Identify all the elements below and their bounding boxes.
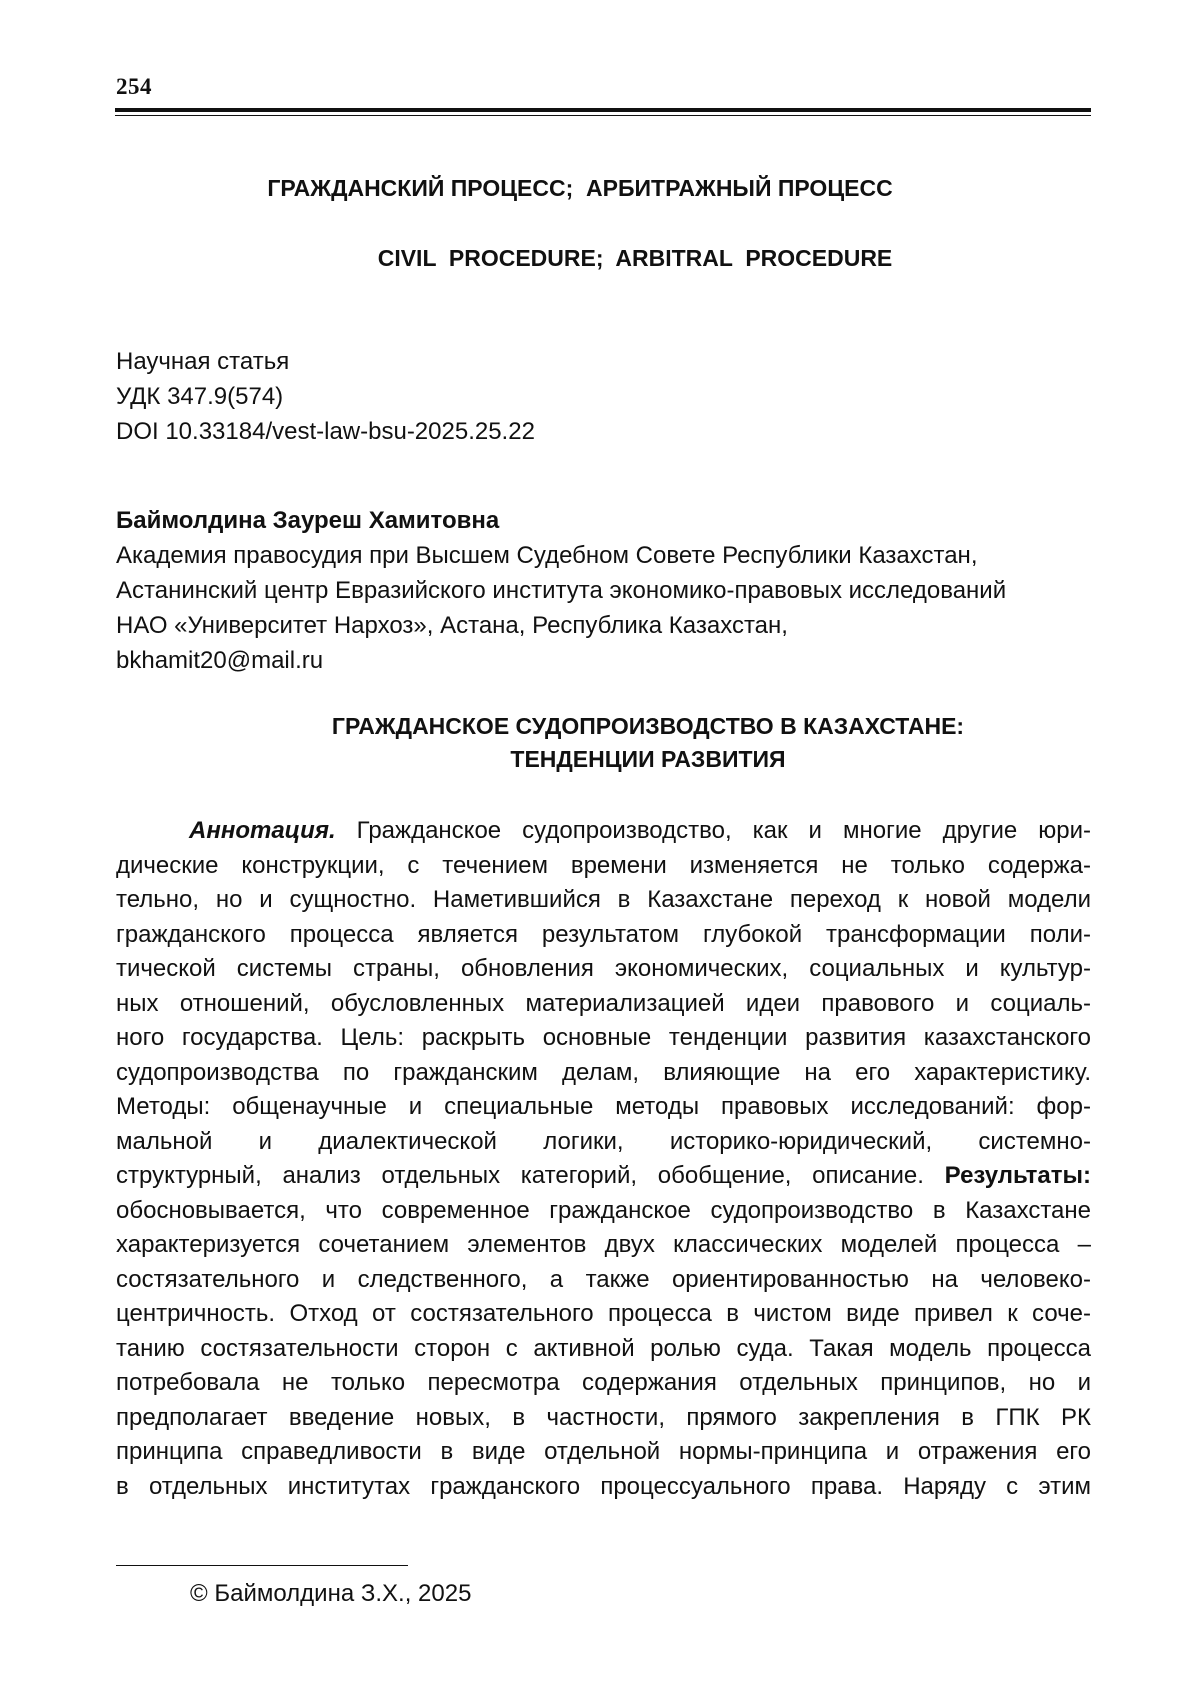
article-title-line: ГРАЖДАНСКОЕ СУДОПРОИЗВОДСТВО В КАЗАХСТАНЕ: xyxy=(331,713,965,739)
abstract-line: гражданского процесса является результатом глубокой трансформации поли- xyxy=(116,920,1091,948)
abstract-line: Методы: общенаучные и специальные методы правовых исследований: фор- xyxy=(116,1093,1091,1120)
author-affiliation-line: Астанинский центр Евразийского института экономико-правовых исследований xyxy=(116,577,1007,604)
footnote-rule xyxy=(116,1565,408,1566)
abstract-line: судопроизводства по гражданским делам, влияющие на его характеристику. xyxy=(116,1058,1091,1086)
header-rule xyxy=(115,108,1091,112)
article-type: Научная статья xyxy=(116,348,290,375)
author-name: Баймолдина Зауреш Хамитовна xyxy=(116,507,500,534)
abstract-line: мальной и диалектической логики, историко-юридический, системно- xyxy=(116,1127,1091,1155)
abstract-label: Аннотация. xyxy=(189,817,336,844)
udc-code: УДК 347.9(574) xyxy=(116,383,284,410)
abstract-line xyxy=(116,814,1091,849)
abstract-line: характеризуется сочетанием элементов двух классических моделей процесса – xyxy=(116,1231,1091,1258)
abstract-line: принципа справедливости в виде отдельной нормы-принципа и отражения его xyxy=(116,1438,1091,1465)
abstract-line: ных отношений, обусловленных материализацией идеи правового и социаль- xyxy=(116,989,1091,1017)
section-title-en: CIVIL PROCEDURE; ARBITRAL PROCEDURE xyxy=(377,245,893,271)
author-affiliation-line: НАО «Университет Нархоз», Астана, Республика Казахстан, xyxy=(116,612,788,639)
abstract-line xyxy=(116,1159,1091,1194)
results-label: Результаты: xyxy=(944,1162,1091,1189)
article-title-line: ТЕНДЕНЦИИ РАЗВИТИЯ xyxy=(510,746,786,772)
header-rule-thin xyxy=(115,115,1091,116)
author-block xyxy=(116,503,1006,678)
abstract-line-text: структурный, анализ отдельных категорий, обобщение, описание. xyxy=(116,1162,924,1189)
abstract-line: центричность. Отход от состязательного процесса в чистом виде привел к соче- xyxy=(116,1300,1091,1327)
abstract-line: ного государства. Цель: раскрыть основные тенденции развития казахстанского xyxy=(116,1024,1091,1051)
copyright-footnote: © Баймолдина З.Х., 2025 xyxy=(190,1580,472,1607)
abstract-line: предполагает введение новых, в частности, прямого закрепления в ГПК РК xyxy=(116,1403,1091,1431)
article-meta xyxy=(116,344,535,449)
abstract-line: тельно, но и сущностно. Наметившийся в Казахстане переход к новой модели xyxy=(116,886,1091,913)
abstract-line-text: Гражданское судопроизводство, как и многие другие юри- xyxy=(335,817,1091,844)
abstract-line: состязательного и следственного, а также ориентированностью на человеко- xyxy=(116,1265,1091,1293)
abstract-line: потребовала не только пересмотра содержания отдельных принципов, но и xyxy=(116,1369,1091,1396)
author-affiliation-line: Академия правосудия при Высшем Судебном Совете Республики Казахстан, xyxy=(116,542,978,569)
doi: DOI 10.33184/vest-law-bsu-2025.25.22 xyxy=(116,418,535,445)
page-number: 254 xyxy=(116,74,152,99)
abstract-line: тической системы страны, обновления экономических, социальных и культур- xyxy=(116,955,1091,982)
article-title xyxy=(160,710,1136,776)
author-email: bkhamit20@mail.ru xyxy=(116,647,324,674)
abstract-line: танию состязательности сторон с активной ролью суда. Такая модель процесса xyxy=(116,1334,1091,1362)
section-title-ru: ГРАЖДАНСКИЙ ПРОЦЕСС; АРБИТРАЖНЫЙ ПРОЦЕСС xyxy=(267,175,893,201)
abstract-line: в отдельных институтах гражданского процессуального права. Наряду с этим xyxy=(116,1472,1091,1500)
abstract-line: дические конструкции, с течением времени изменяется не только содержа- xyxy=(116,851,1091,879)
abstract xyxy=(116,814,1091,1504)
abstract-line: обосновывается, что современное гражданское судопроизводство в Казахстане xyxy=(116,1196,1091,1224)
